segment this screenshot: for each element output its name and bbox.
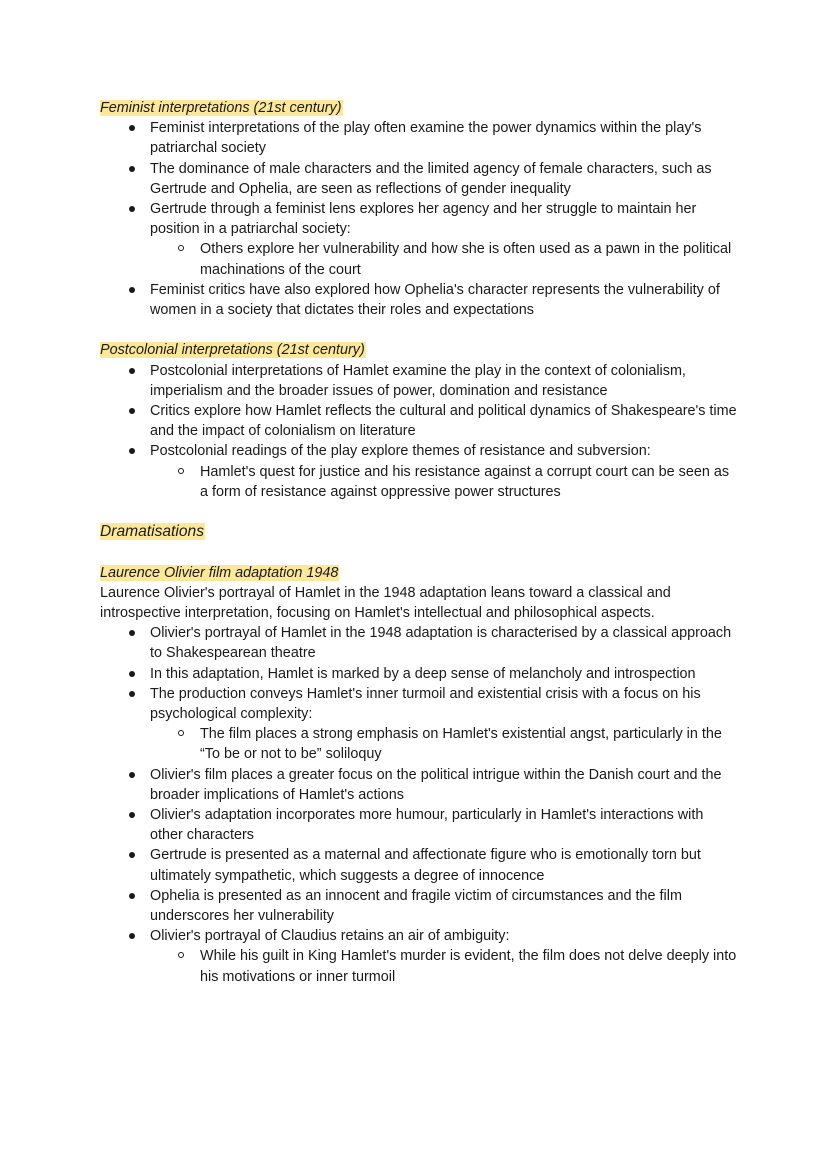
- spacer: [100, 542, 740, 562]
- bullet-text: Feminist interpretations of the play often examine the power dynamics within the play's patriarchal society: [150, 120, 702, 157]
- bullet-text: Gertrude through a feminist lens explores her agency and her struggle to maintain her position in a patriarchal society:: [150, 201, 697, 238]
- list-item: [150, 159, 740, 199]
- olivier-list: [100, 623, 740, 987]
- bullet-text: The production conveys Hamlet's inner turmoil and existential crisis with a focus on his psychological complexity:: [150, 685, 701, 723]
- list-item: [150, 623, 740, 663]
- bullet-text: Olivier's portrayal of Claudius retains an air of ambiguity:: [150, 928, 510, 945]
- sub-list-item: [200, 462, 740, 502]
- feminist-list: [100, 118, 740, 320]
- list-item: [150, 805, 740, 845]
- bullet-text: Critics explore how Hamlet reflects the cultural and political dynamics of Shakespeare's time and the impact of colonialism on literature: [150, 403, 737, 440]
- sub-list-item: [200, 946, 740, 986]
- list-item: [150, 361, 740, 401]
- olivier-heading-row: [100, 563, 740, 583]
- bullet-text: Olivier's portrayal of Hamlet in the 1948 adaptation is characterised by a classical approach to Shakespearean theatre: [150, 625, 732, 662]
- bullet-text: Olivier's adaptation incorporates more humour, particularly in Hamlet's interactions with other characters: [150, 807, 704, 844]
- sub-bullet-text: While his guilt in King Hamlet's murder is evident, the film does not delve deeply into his motivations or inner turmoil: [200, 948, 737, 985]
- olivier-sublist-claudius: [150, 946, 740, 986]
- dramatisations-heading: Dramatisations: [100, 523, 204, 541]
- bullet-text: Gertrude is presented as a maternal and affectionate figure who is emotionally torn but ultimately sympathetic, which suggests a degree of innocence: [150, 847, 701, 884]
- feminist-sublist: [150, 239, 740, 279]
- bullet-text: Postcolonial interpretations of Hamlet examine the play in the context of colonialism, imperialism and the broader issues of power, domination and resistance: [150, 362, 686, 399]
- list-item: [150, 664, 740, 684]
- postcolonial-list: [100, 361, 740, 502]
- feminist-heading: Feminist interpretations (21st century): [100, 100, 342, 116]
- sub-list-item: [200, 239, 740, 279]
- list-item: [150, 118, 740, 158]
- bullet-text: Ophelia is presented as an innocent and fragile victim of circumstances and the film underscores her vulnerability: [150, 887, 682, 925]
- list-item: [150, 765, 740, 805]
- postcolonial-sublist: [150, 462, 740, 502]
- dramatisations-heading-row: [100, 522, 740, 542]
- sub-bullet-text: Hamlet's quest for justice and his resistance against a corrupt court can be seen as a form of resistance against oppressive power structures: [200, 463, 730, 500]
- sub-bullet-text: Others explore her vulnerability and how she is often used as a pawn in the political machinations of the court: [200, 241, 732, 278]
- sub-bullet-text: The film places a strong emphasis on Hamlet's existential angst, particularly in the “To be or not to be” soliloquy: [200, 726, 722, 763]
- list-item: [150, 845, 740, 885]
- feminist-heading-row: [100, 98, 740, 118]
- olivier-heading: Laurence Olivier film adaptation 1948: [100, 564, 339, 581]
- postcolonial-heading-row: [100, 340, 740, 360]
- list-item: [150, 684, 740, 765]
- sub-list-item: [200, 724, 740, 764]
- bullet-text: Postcolonial readings of the play explore themes of resistance and subversion:: [150, 443, 651, 460]
- bullet-text: The dominance of male characters and the limited agency of female characters, such as Gertrude and Ophelia, are seen as reflections of gender inequality: [150, 160, 712, 197]
- bullet-text: Feminist critics have also explored how Ophelia's character represents the vulnerability of women in a society that dictates their roles and expectations: [150, 281, 720, 319]
- document-page: [100, 98, 740, 987]
- list-item: [150, 280, 740, 320]
- list-item: [150, 441, 740, 502]
- olivier-sublist: [150, 724, 740, 764]
- list-item: [150, 886, 740, 926]
- list-item: [150, 199, 740, 280]
- spacer: [100, 502, 740, 522]
- postcolonial-heading: Postcolonial interpretations (21st century): [100, 342, 365, 359]
- spacer: [100, 320, 740, 340]
- list-item: [150, 926, 740, 987]
- bullet-text: In this adaptation, Hamlet is marked by a deep sense of melancholy and introspection: [150, 665, 696, 682]
- bullet-text: Olivier's film places a greater focus on the political intrigue within the Danish court and the broader implications of Hamlet's actions: [150, 766, 722, 803]
- olivier-intro: Laurence Olivier's portrayal of Hamlet in the 1948 adaptation leans toward a classical and introspective interpretation, focusing on Hamlet's intellectual and philosophical aspects.: [100, 584, 671, 622]
- list-item: [150, 401, 740, 441]
